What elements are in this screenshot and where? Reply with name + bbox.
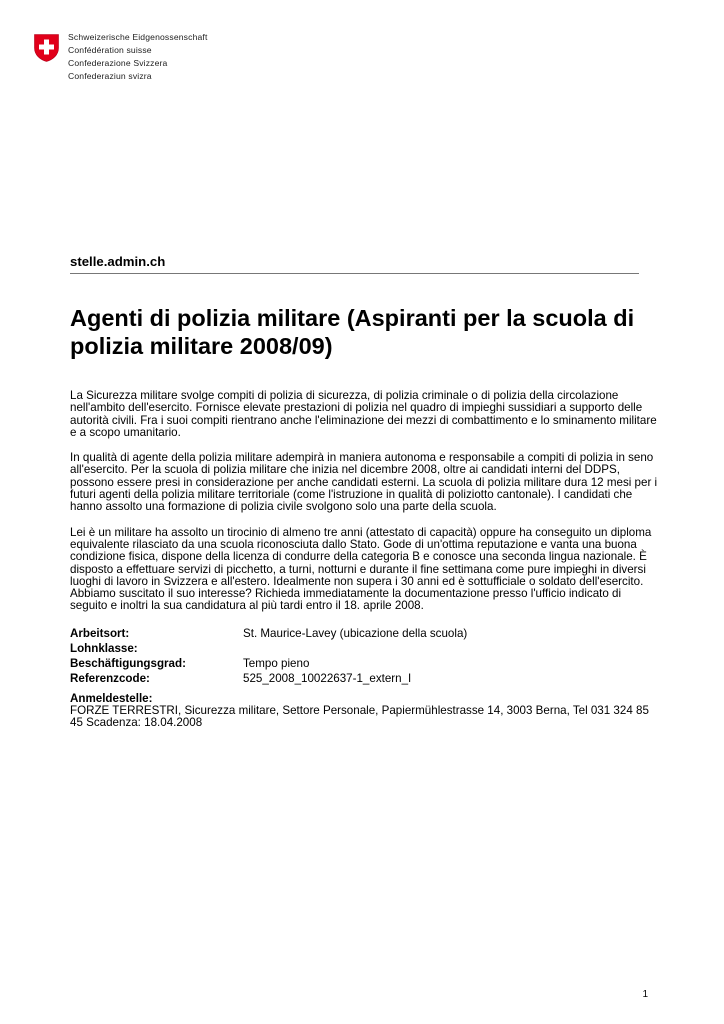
contact-text: FORZE TERRESTRI, Sicurezza militare, Settore Personale, Papiermühlestrasse 14, 3003 Berna, Tel 031 324 85 45 Scadenza: 18.04.2008 <box>70 703 649 730</box>
gov-line-german: Schweizerische Eidgenossenschaft <box>68 32 208 42</box>
gov-line-italian: Confederazione Svizzera <box>68 58 168 68</box>
page-number: 1 <box>642 989 648 1000</box>
gov-line-french: Confédération suisse <box>68 45 152 55</box>
job-details <box>70 626 660 687</box>
government-name-block <box>68 31 208 83</box>
swiss-coat-of-arms-icon <box>33 33 60 63</box>
detail-label: Arbeitsort: <box>70 626 130 640</box>
detail-row-workplace <box>70 626 660 641</box>
detail-value: Tempo pieno <box>243 657 310 671</box>
site-header <box>70 253 639 274</box>
detail-value <box>243 641 660 656</box>
contact-label: Anmeldestelle: <box>70 691 153 705</box>
paragraph-requirements: Lei è un militare ha assolto un tirocinio di almeno tre anni (attestato di capacità) oppure ha conseguito un diploma equivalente rilasciato da una scuola riconosciuta dallo Stato. Gode di un'ottima reputazione e vanta una buona condizione fisica, dispone della licenza di condurre della categoria B e conosce una seconda lingua nazionale. È disposto a effettuare servizi di picchetto, a turni, notturni e durante il fine settimana come pure impieghi in diversi luoghi di lavoro in Svizzera e all'estero. Idealmente non supera i 30 anni ed è sottufficiale o soldato dell'esercito. Abbiamo suscitato il suo interesse? Richieda immediatamente la documentazione presso l'ufficio indicato di seguito e inoltri la sua candidatura al più tardi entro il 18. aprile 2008. <box>70 525 652 613</box>
detail-value: 525_2008_10022637-1_extern_I <box>243 672 412 686</box>
detail-row-reference-code <box>70 671 660 686</box>
detail-label: Beschäftigungsgrad: <box>70 657 186 671</box>
header <box>33 33 208 83</box>
document-body <box>70 390 660 729</box>
application-contact <box>70 693 660 730</box>
site-name: stelle.admin.ch <box>70 254 166 269</box>
detail-label: Referenzcode: <box>70 672 150 686</box>
detail-row-salary-class <box>70 641 660 656</box>
gov-line-romansh: Confederaziun svizra <box>68 71 152 81</box>
paragraph-intro: La Sicurezza militare svolge compiti di polizia di sicurezza, di polizia criminale o di polizia della circolazione nell'ambito dell'esercito. Fornisce elevate prestazioni di polizia nel quadro di impieghi sussidiari a supporto delle autorità civili. Fra i suoi compiti rientrano anche l'eliminazione dei mezzi di combattimento e lo sminamento militare e a scopo umanitario. <box>70 389 657 439</box>
paragraph-role: In qualità di agente della polizia militare adempirà in maniera autonoma e responsabile a compiti di polizia in seno all'esercito. Per la scuola di polizia militare che inizia nel dicembre 2008, oltre ai candidati interni del DDPS, possono essere presi in considerazione per anche candidati esterni. La scuola di polizia militare dura 12 mesi per i futuri agenti della polizia militare territoriale (come l'istruzione in qualità di poliziotto cantonale). I candidati che hanno assolto una formazione di polizia civile svolgono solo una parte della scuola. <box>70 451 658 514</box>
detail-value: St. Maurice-Lavey (ubicazione della scuola) <box>243 626 468 640</box>
page-title: Agenti di polizia militare (Aspiranti per la scuola di polizia militare 2008/09) <box>70 305 635 359</box>
detail-row-employment-level <box>70 656 660 671</box>
detail-label: Lohnklasse: <box>70 641 138 655</box>
